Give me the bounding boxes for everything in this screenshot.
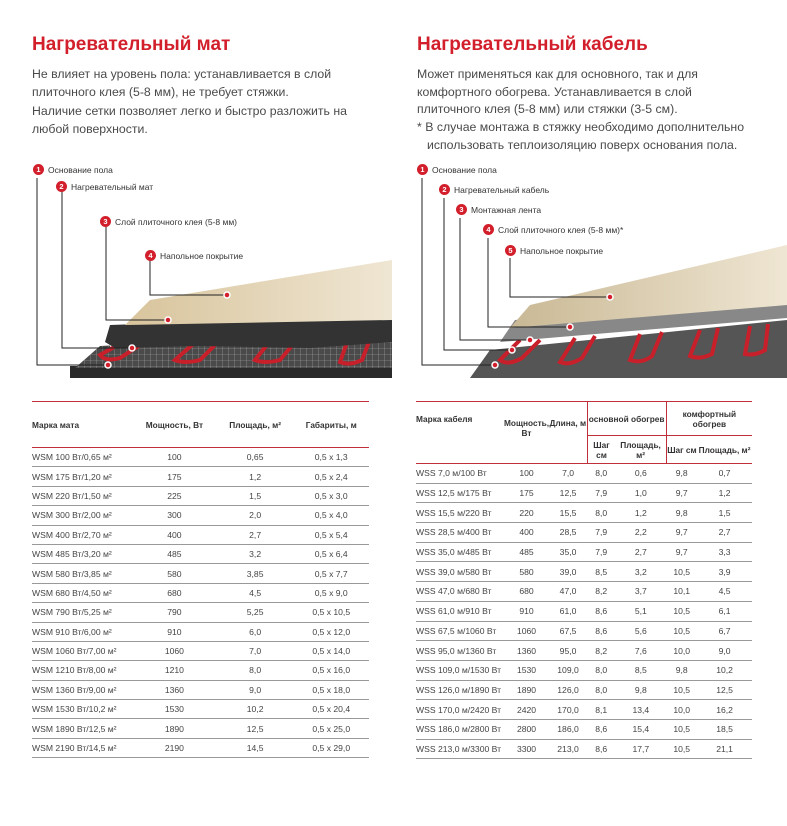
table-row [32,448,369,467]
cable-layer-1 [417,164,497,175]
cell-power: 2190 [132,738,217,757]
cell-power: 1360 [132,680,217,699]
table-row [32,506,369,525]
mat-layer-1 [33,164,113,175]
cell-area: 10,2 [217,700,294,719]
cell-power: 300 [132,506,217,525]
col-header-area: Площадь, м² [217,402,294,448]
cell-power: 580 [504,562,549,582]
table-row [416,483,752,503]
cell-power: 1060 [504,621,549,641]
cell-area: 0,65 [217,448,294,467]
cell-length: 126,0 [549,680,587,700]
cell-power: 485 [132,544,217,563]
cell-length: 35,0 [549,542,587,562]
cell-size: 0,5 x 12,0 [293,622,369,641]
cell-main-area: 2,2 [615,523,666,543]
cell-brand: WSM 680 Вт/4,50 м² [32,583,132,602]
cell-brand: WSM 1530 Вт/10,2 м² [32,700,132,719]
cell-area: 6,0 [217,622,294,641]
cell-area: 12,5 [217,719,294,738]
table-row [416,464,752,484]
cell-comfort-area: 10,2 [697,660,752,680]
layer-number-badge: 1 [417,164,428,175]
cable-layer-5 [505,245,603,256]
cable-layer-3 [456,204,541,215]
table-row [416,641,752,661]
cell-power: 1890 [504,680,549,700]
layer-number-badge: 2 [439,184,450,195]
cell-main-step: 8,0 [587,680,615,700]
cell-brand: WSM 1060 Вт/7,00 м² [32,641,132,660]
cell-comfort-step: 10,5 [666,621,697,641]
table-row [32,719,369,738]
cell-size: 0,5 x 18,0 [293,680,369,699]
mat-layer-2 [56,181,153,192]
cell-main-area: 3,2 [615,562,666,582]
cell-comfort-area: 4,5 [697,582,752,602]
cable-footnote: * В случае монтажа в стяжку необходимо дополнительно использовать теплоизоляцию поверх основания пола. [417,120,745,152]
cell-size: 0,5 x 4,0 [293,506,369,525]
cell-comfort-step: 9,7 [666,483,697,503]
cell-comfort-step: 10,1 [666,582,697,602]
cell-length: 213,0 [549,739,587,759]
cell-power: 1360 [504,641,549,661]
cell-main-step: 8,5 [587,562,615,582]
cell-brand: WSM 175 Вт/1,20 м² [32,467,132,486]
cell-comfort-area: 3,3 [697,542,752,562]
cell-area: 4,5 [217,583,294,602]
cell-length: 15,5 [549,503,587,523]
cell-brand: WSS 47,0 м/680 Вт [416,582,504,602]
layer-number-badge: 4 [145,250,156,261]
cell-comfort-area: 16,2 [697,700,752,720]
cell-main-area: 17,7 [615,739,666,759]
floor-covering [125,260,392,325]
cell-size: 0,5 x 1,3 [293,448,369,467]
cell-main-step: 8,0 [587,503,615,523]
cell-area: 8,0 [217,661,294,680]
cell-size: 0,5 x 14,0 [293,641,369,660]
cell-brand: WSM 100 Вт/0,65 м² [32,448,132,467]
cell-brand: WSM 580 Вт/3,85 м² [32,564,132,583]
cell-length: 170,0 [549,700,587,720]
cell-main-step: 8,6 [587,739,615,759]
cell-main-area: 3,7 [615,582,666,602]
cell-comfort-area: 2,7 [697,523,752,543]
cell-size: 0,5 x 20,4 [293,700,369,719]
mat-table [32,401,369,758]
cell-comfort-step: 10,5 [666,601,697,621]
cell-comfort-step: 9,7 [666,542,697,562]
cell-comfort-area: 12,5 [697,680,752,700]
layer-label: Монтажная лента [471,204,542,215]
table-row [32,583,369,602]
cell-area: 2,0 [217,506,294,525]
cell-comfort-step: 10,5 [666,680,697,700]
cell-main-step: 8,2 [587,582,615,602]
cell-power: 175 [504,483,549,503]
cell-main-step: 7,9 [587,523,615,543]
table-row [32,603,369,622]
cell-main-area: 8,5 [615,660,666,680]
table-row [32,641,369,660]
cell-power: 1060 [132,641,217,660]
cell-comfort-area: 1,2 [697,483,752,503]
cell-length: 109,0 [549,660,587,680]
cell-power: 910 [132,622,217,641]
cell-brand: WSS 126,0 м/1890 Вт [416,680,504,700]
cell-size: 0,5 x 29,0 [293,738,369,757]
cell-brand: WSS 61,0 м/910 Вт [416,601,504,621]
cell-main-area: 0,6 [615,464,666,484]
table-row [416,700,752,720]
cell-brand: WSS 39,0 м/580 Вт [416,562,504,582]
cell-brand: WSM 220 Вт/1,50 м² [32,486,132,505]
cell-comfort-step: 10,5 [666,562,697,582]
col-header-comfort-area: Площадь, м² [697,436,752,464]
cell-size: 0,5 x 2,4 [293,467,369,486]
table-row [416,601,752,621]
cell-comfort-step: 10,0 [666,641,697,661]
cell-power: 1210 [132,661,217,680]
cell-length: 67,5 [549,621,587,641]
layer-label: Напольное покрытие [520,245,604,256]
cell-brand: WSM 1210 Вт/8,00 м² [32,661,132,680]
cable-table [416,401,752,759]
cell-comfort-step: 9,8 [666,464,697,484]
col-header-brand: Марка кабеля [416,402,504,464]
layer-number-badge: 3 [100,216,111,227]
mat-description: Не влияет на уровень пола: устанавливается в слой плиточного клея (5-8 мм), не требует стяжки. [32,67,332,99]
col-header-main-area: Площадь, м² [615,436,666,464]
cell-main-area: 9,8 [615,680,666,700]
cell-brand: WSM 485 Вт/3,20 м² [32,544,132,563]
layer-number-badge: 4 [483,224,494,235]
cell-brand: WSS 170,0 м/2420 Вт [416,700,504,720]
cell-power: 2420 [504,700,549,720]
layer-label: Нагревательный мат [71,181,154,192]
col-header-length: Длина, м [549,402,587,464]
cell-comfort-step: 9,8 [666,660,697,680]
cell-main-area: 5,1 [615,601,666,621]
cell-brand: WSM 910 Вт/6,00 м² [32,622,132,641]
cell-size: 0,5 x 3,0 [293,486,369,505]
cable-description: Может применяться как для основного, так и для комфортного обогрева. Устанавливается в слой плиточного клея (5-8 мм) или стяжки (3-5 см). [417,67,698,116]
table-row [416,562,752,582]
table-row [32,467,369,486]
layer-label: Основание пола [432,164,497,175]
cell-main-step: 8,6 [587,719,615,739]
cell-main-area: 2,7 [615,542,666,562]
cell-size: 0,5 x 16,0 [293,661,369,680]
table-row [32,661,369,680]
mat-title: Нагревательный мат [32,34,231,55]
cell-area: 1,5 [217,486,294,505]
cell-power: 1530 [504,660,549,680]
cell-power: 225 [132,486,217,505]
cell-main-step: 8,2 [587,641,615,661]
cell-brand: WSM 1890 Вт/12,5 м² [32,719,132,738]
cell-power: 910 [504,601,549,621]
mat-description-2: Наличие сетки позволяет легко и быстро разложить на любой поверхности. [32,104,347,136]
table-row [416,542,752,562]
cell-comfort-step: 9,7 [666,523,697,543]
cell-length: 12,5 [549,483,587,503]
cell-power: 2800 [504,719,549,739]
cell-brand: WSS 95,0 м/1360 Вт [416,641,504,661]
cell-main-step: 8,0 [587,464,615,484]
cell-comfort-area: 18,5 [697,719,752,739]
col-header-main-heating: основной обогрев [587,402,666,436]
cell-brand: WSS 15,5 м/220 Вт [416,503,504,523]
col-header-brand: Марка мата [32,402,132,448]
table-row [32,700,369,719]
cell-main-step: 7,9 [587,483,615,503]
cell-power: 1890 [132,719,217,738]
table-row [32,680,369,699]
table-row [32,525,369,544]
table-row [32,544,369,563]
cell-power: 400 [504,523,549,543]
cell-length: 61,0 [549,601,587,621]
cell-power: 580 [132,564,217,583]
cell-main-area: 7,6 [615,641,666,661]
cell-area: 1,2 [217,467,294,486]
cell-brand: WSS 109,0 м/1530 Вт [416,660,504,680]
cell-brand: WSM 790 Вт/5,25 м² [32,603,132,622]
cell-brand: WSS 28,5 м/400 Вт [416,523,504,543]
cell-size: 0,5 x 25,0 [293,719,369,738]
cell-power: 680 [132,583,217,602]
table-row [416,680,752,700]
cell-power: 100 [132,448,217,467]
cell-brand: WSM 2190 Вт/14,5 м² [32,738,132,757]
cell-main-step: 8,0 [587,660,615,680]
cell-main-area: 5,6 [615,621,666,641]
cell-comfort-step: 10,5 [666,719,697,739]
cell-comfort-area: 21,1 [697,739,752,759]
cell-area: 5,25 [217,603,294,622]
cell-comfort-area: 9,0 [697,641,752,661]
cell-comfort-area: 1,5 [697,503,752,523]
col-header-comfort-heating: комфортный обогрев [666,402,752,436]
cell-comfort-area: 0,7 [697,464,752,484]
cell-brand: WSS 213,0 м/3300 Вт [416,739,504,759]
table-row [32,622,369,641]
table-row [416,523,752,543]
cell-main-area: 1,2 [615,503,666,523]
table-row [416,503,752,523]
mat-layer-3 [100,216,237,227]
cell-main-step: 7,9 [587,542,615,562]
cell-comfort-area: 3,9 [697,562,752,582]
cell-brand: WSS 35,0 м/485 Вт [416,542,504,562]
table-row [32,738,369,757]
cell-size: 0,5 x 5,4 [293,525,369,544]
cell-power: 790 [132,603,217,622]
cable-layer-4 [483,224,623,235]
cable-title: Нагревательный кабель [417,34,648,55]
cell-size: 0,5 x 7,7 [293,564,369,583]
cell-brand: WSM 300 Вт/2,00 м² [32,506,132,525]
cell-power: 485 [504,542,549,562]
cell-brand: WSM 400 Вт/2,70 м² [32,525,132,544]
cell-comfort-step: 10,5 [666,739,697,759]
cell-brand: WSS 12,5 м/175 Вт [416,483,504,503]
cell-main-area: 15,4 [615,719,666,739]
cell-size: 0,5 x 9,0 [293,583,369,602]
layer-label: Напольное покрытие [160,250,244,261]
cell-brand: WSS 67,5 м/1060 Вт [416,621,504,641]
cell-comfort-area: 6,1 [697,601,752,621]
cell-size: 0,5 x 6,4 [293,544,369,563]
cable-layer-2 [439,184,549,195]
cell-length: 7,0 [549,464,587,484]
cell-area: 2,7 [217,525,294,544]
layer-label: Слой плиточного клея (5-8 мм) [115,216,237,227]
mat-layer-4 [145,250,243,261]
cell-area: 9,0 [217,680,294,699]
cell-main-step: 8,6 [587,601,615,621]
cell-area: 14,5 [217,738,294,757]
layer-number-badge: 2 [56,181,67,192]
cell-power: 400 [132,525,217,544]
cell-comfort-step: 10,0 [666,700,697,720]
col-header-power: Мощность, Вт [504,402,549,464]
cell-main-area: 1,0 [615,483,666,503]
cell-area: 3,2 [217,544,294,563]
cell-length: 28,5 [549,523,587,543]
layer-label: Слой плиточного клея (5-8 мм)* [498,224,624,235]
table-row [416,739,752,759]
table-row [416,582,752,602]
cell-length: 95,0 [549,641,587,661]
table-row [32,486,369,505]
col-header-size: Габариты, м [293,402,369,448]
cell-main-step: 8,1 [587,700,615,720]
col-header-main-step: Шаг см [587,436,615,464]
layer-number-badge: 1 [33,164,44,175]
cell-size: 0,5 x 10,5 [293,603,369,622]
cell-main-step: 8,6 [587,621,615,641]
cell-brand: WSM 1360 Вт/9,00 м² [32,680,132,699]
cell-length: 186,0 [549,719,587,739]
table-row [32,564,369,583]
cell-main-area: 13,4 [615,700,666,720]
cell-comfort-step: 9,8 [666,503,697,523]
table-row [416,719,752,739]
layer-number-badge: 5 [505,245,516,256]
cell-power: 1530 [132,700,217,719]
cell-area: 3,85 [217,564,294,583]
cell-power: 3300 [504,739,549,759]
cell-brand: WSS 186,0 м/2800 Вт [416,719,504,739]
layer-label: Нагревательный кабель [454,184,550,195]
cell-power: 100 [504,464,549,484]
cell-length: 47,0 [549,582,587,602]
col-header-comfort-step: Шаг см [666,436,697,464]
cell-power: 680 [504,582,549,602]
cell-comfort-area: 6,7 [697,621,752,641]
table-row [416,660,752,680]
layer-number-badge: 3 [456,204,467,215]
cell-power: 175 [132,467,217,486]
cell-brand: WSS 7,0 м/100 Вт [416,464,504,484]
cell-area: 7,0 [217,641,294,660]
col-header-power: Мощность, Вт [132,402,217,448]
cell-length: 39,0 [549,562,587,582]
layer-label: Основание пола [48,164,113,175]
table-row [416,621,752,641]
cell-power: 220 [504,503,549,523]
